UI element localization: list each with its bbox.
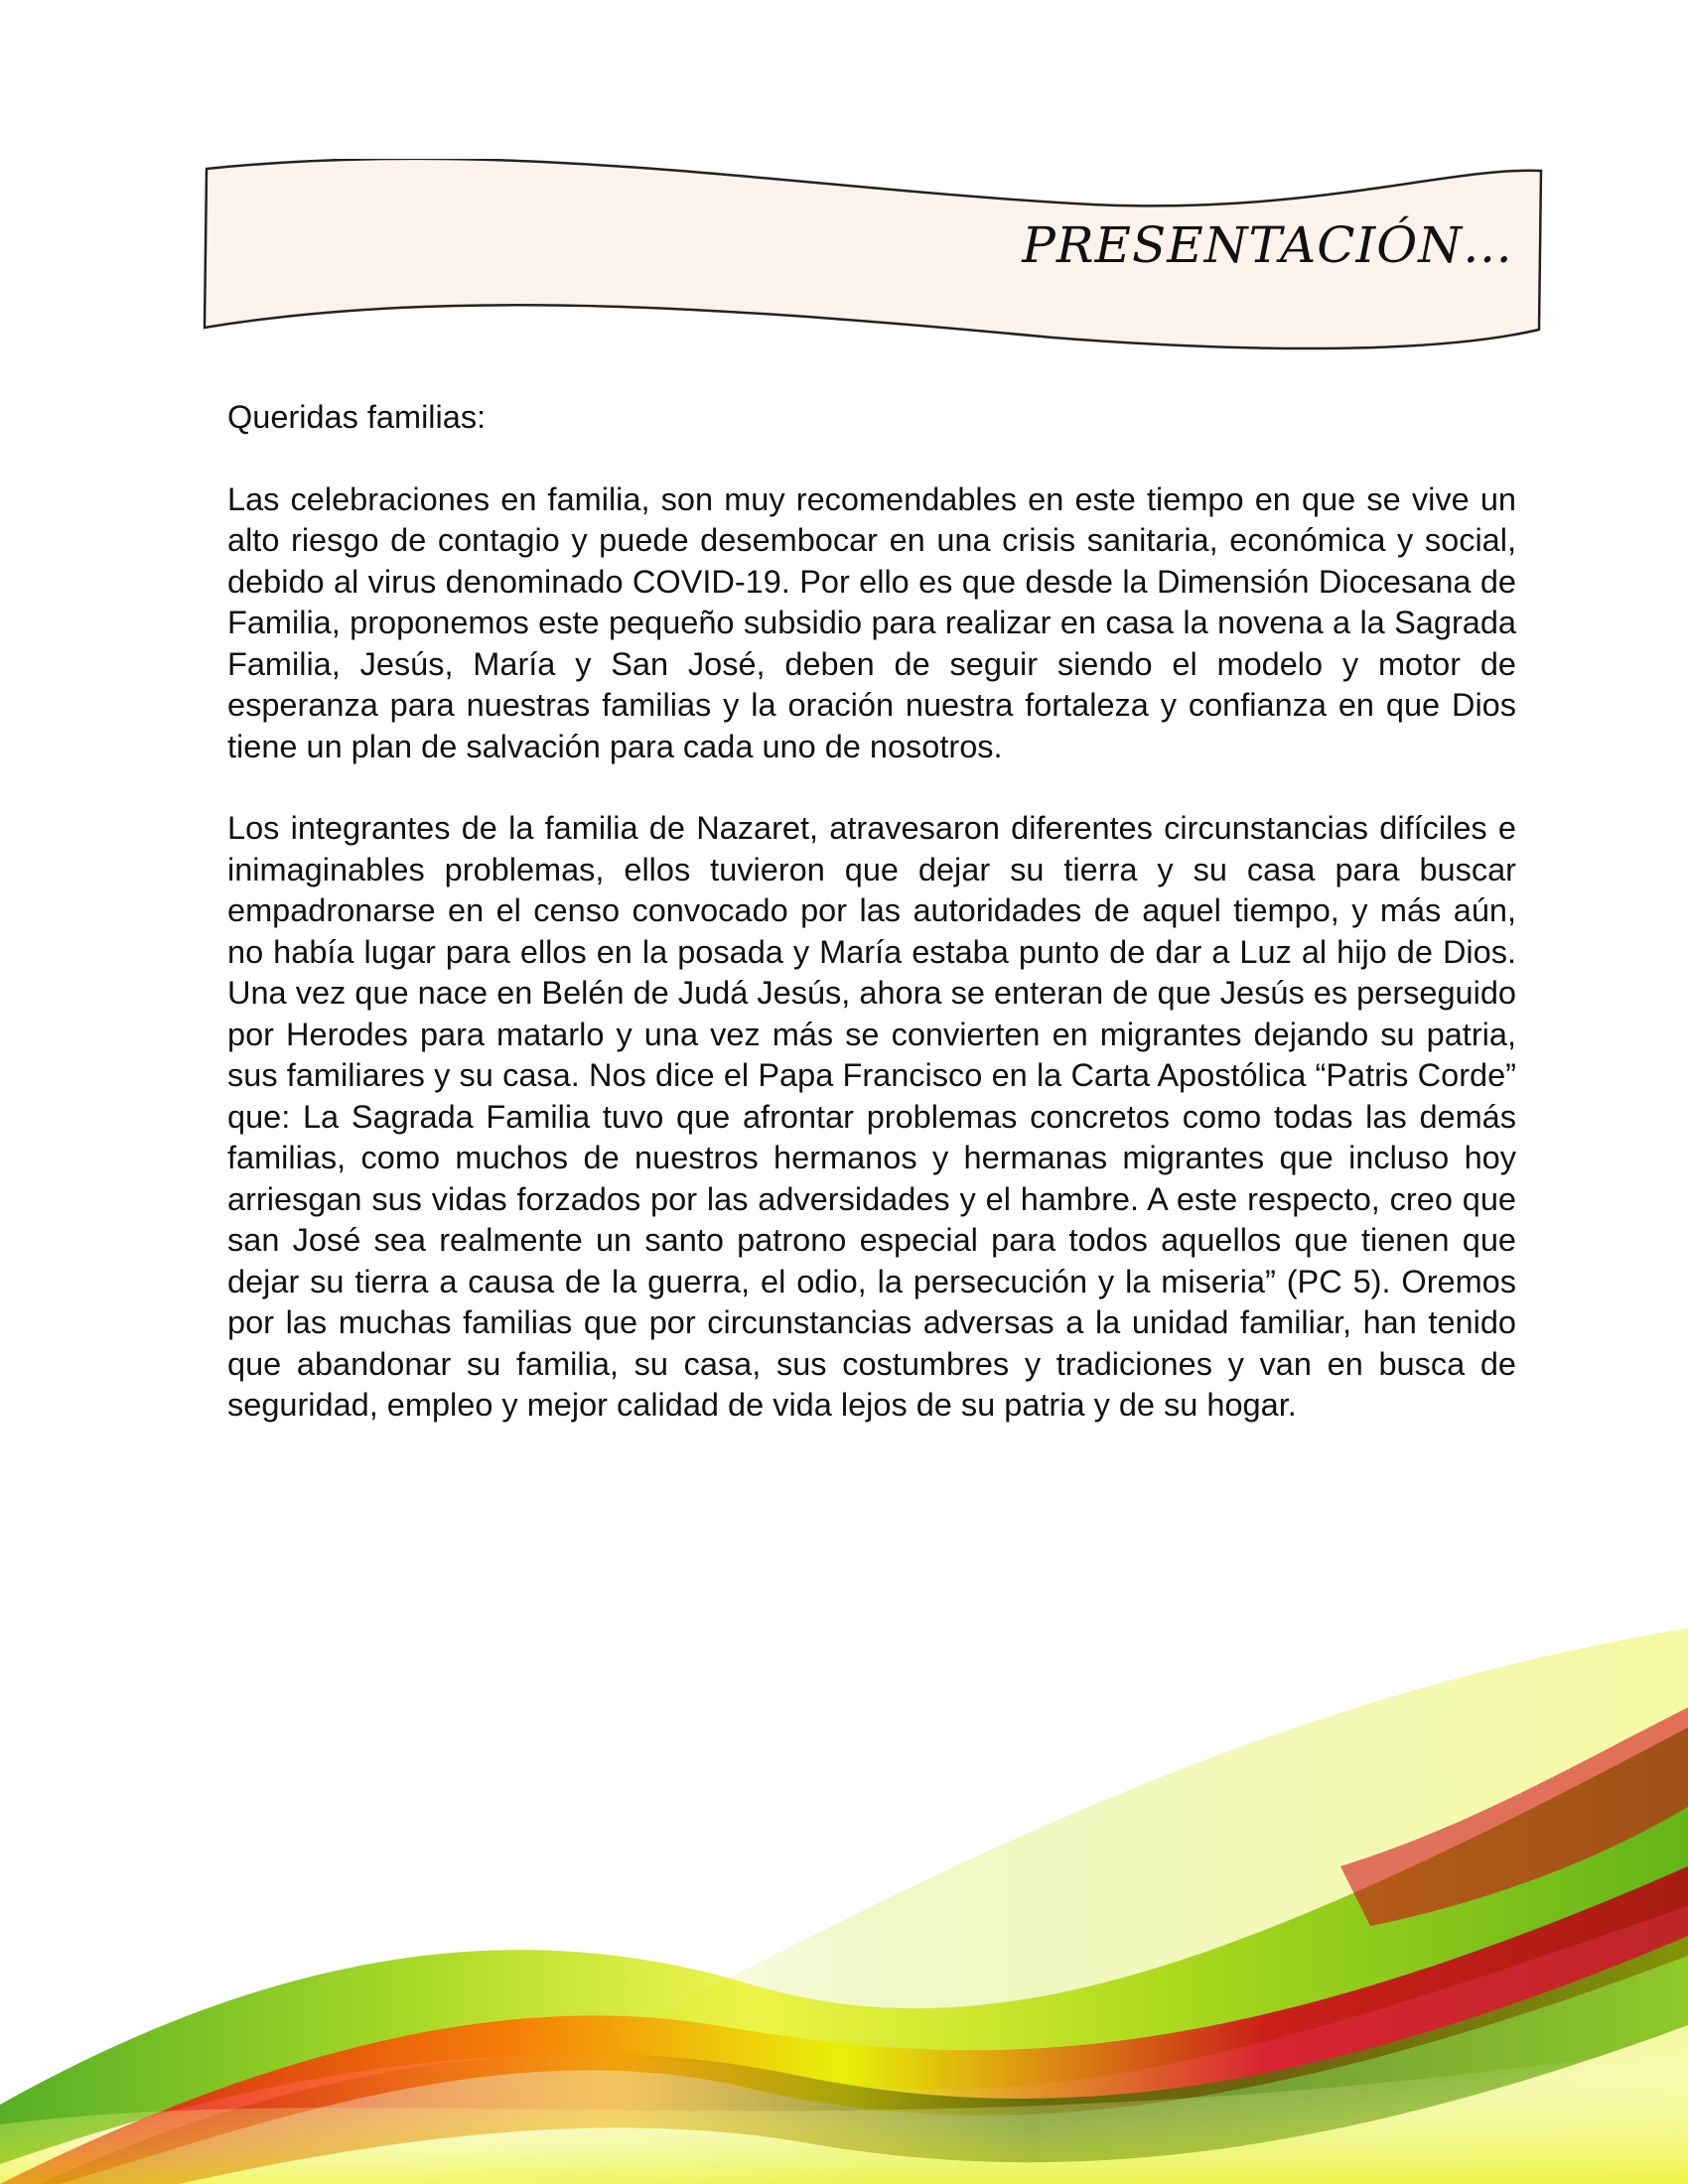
decorative-waves	[0, 1608, 1688, 2184]
section-title: PRESENTACIÓN…	[1022, 216, 1513, 274]
paragraph-2: Los integrantes de la familia de Nazaret, atravesaron diferentes circunstancias difíciles e inimaginables problemas, ellos tuvieron que dejar su tierra y su casa para buscar empadronarse en el censo convocado por las autoridades de aquel tiempo, y más aún, no había lugar para ellos en la posada y María estaba punto de dar a Luz al hijo de Dios. Una vez que nace en Belén de Judá Jesús, ahora se enteran de que Jesús es perseguido por Herodes para matarlo y una vez más se convierten en migrantes dejando su patria, sus familiares y su casa. Nos dice el Papa Francisco en la Carta Apostólica “Patris Corde” que: La Sagrada Familia tuvo que afrontar problemas concretos como todas las demás familias, como muchos de nuestros hermanos y hermanas migrantes que incluso hoy arriesgan sus vidas forzados por las adversidades y el hambre. A este respecto, creo que san José sea realmente un santo patrono especial para todos aquellos que tienen que dejar su tierra a causa de la guerra, el odio, la persecución y la miseria” (PC 5). Oremos por las muchas familias que por circunstancias adversas a la unidad familiar, han tenido que abandonar su familia, su casa, sus costumbres y tradiciones y van en busca de seguridad, empleo y mejor calidad de vida lejos de su patria y de su hogar.	[227, 810, 1516, 1423]
title-banner	[199, 159, 1549, 357]
greeting: Queridas familias:	[227, 399, 487, 435]
paragraph-1: Las celebraciones en familia, son muy recomendables en este tiempo en que se vive un alto riesgo de contagio y puede desembocar en una crisis sanitaria, económica y social, debido al virus denominado COVID-19. Por ello es que desde la Dimensión Diocesana de Familia, proponemos este pequeño subsidio para realizar en casa la novena a la Sagrada Familia, Jesús, María y San José, deben de seguir siendo el modelo y motor de esperanza para nuestras familias y la oración nuestra fortaleza y confianza en que Dios tiene un plan de salvación para cada uno de nosotros.	[227, 480, 1516, 764]
presentation-text	[227, 397, 1516, 1467]
